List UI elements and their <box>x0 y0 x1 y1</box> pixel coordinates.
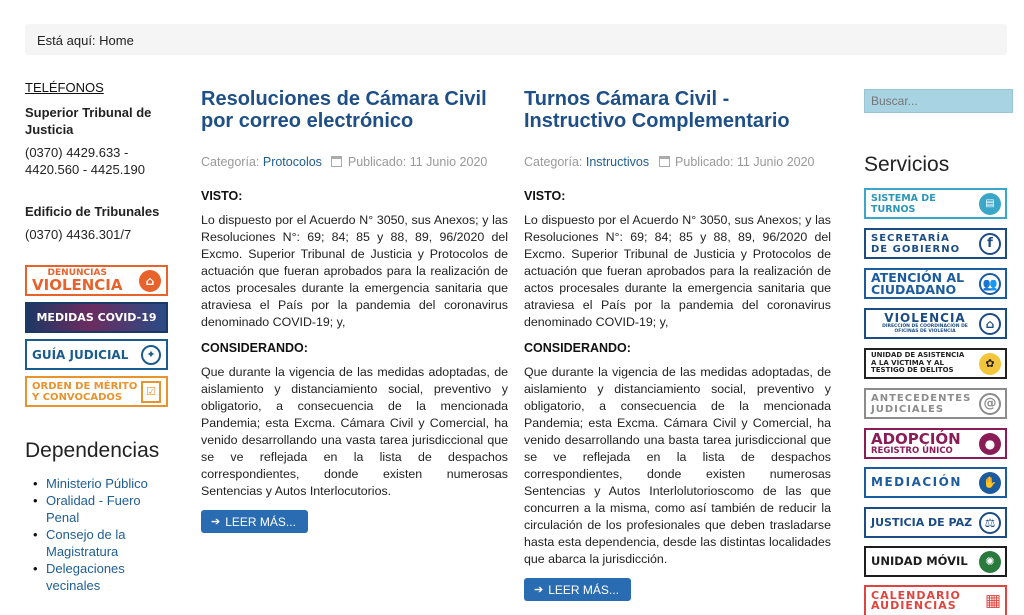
person-icon: ● <box>979 433 1001 455</box>
facebook-icon: f <box>979 233 1001 255</box>
violencia-banner[interactable] <box>864 308 1007 339</box>
category-link[interactable]: Protocolos <box>262 155 322 169</box>
dep-link-consejo[interactable]: • Consejo de la Magistratura <box>33 526 175 560</box>
dependencias-list <box>25 475 175 594</box>
article-paragraph-considerando: Que durante la vigencia de las medidas adoptadas, de aislamiento y distanciamiento social, preventivo y obligatorio, a consecuencia de la mencionada Pandemia; esta Excma. Cámara Civil y Comercial, ha venido desarrollando una basta tarea jurisdiccional que se ve reflejada en la lista de despachos correspondientes, donde existen numerosas Sentencias y Autos Interlolutorioscomo de las que concurren a la misma, como así también de reducir la circulación de los profesionales que deben trasladarse hasta esta dependencia, desde las distintas localidades que abarca la jurisdicción. <box>524 365 831 566</box>
published-date: Publicado: 11 Junio 2020 <box>675 155 815 169</box>
phones-heading: TELÉFONOS <box>25 80 104 95</box>
article-title[interactable]: Turnos Cámara Civil - Instructivo Complementario <box>524 88 790 132</box>
calendar-icon: ▦ <box>984 591 1001 611</box>
secretaria-label: SECRETARÍA <box>871 232 950 244</box>
victima-line3: TESTIGO DE DELITOS <box>871 366 954 375</box>
org2-phone: (0370) 4436.301/7 <box>25 227 132 242</box>
dependencias-heading: Dependencias <box>25 439 160 462</box>
violencia-sub: DIRECCIÓN DE COORDINACIÓN DE OFICINAS DE VIOLENCIA <box>882 324 968 334</box>
registro-label: REGISTRO ÚNICO <box>871 445 953 456</box>
asistencia-victima-banner[interactable] <box>864 348 1007 379</box>
category-label: Categoría: <box>201 155 260 169</box>
movil-label: UNIDAD MÓVIL <box>871 554 968 568</box>
checklist-icon: ☑ <box>141 381 161 403</box>
paz-label: JUSTICIA DE PAZ <box>871 516 973 529</box>
visto-heading: VISTO: <box>524 189 566 203</box>
mediacion-label: MEDIACIÓN <box>871 475 962 489</box>
considerando-heading: CONSIDERANDO: <box>524 341 631 355</box>
left-sidebar <box>25 80 175 594</box>
at-icon: @ <box>979 393 1001 415</box>
read-more-label: LEER MÁS... <box>225 514 296 529</box>
guia-judicial-banner[interactable] <box>25 339 168 370</box>
antecedentes-judiciales-banner[interactable] <box>864 388 1007 419</box>
unidad-movil-banner[interactable] <box>864 546 1007 577</box>
article-resoluciones <box>201 88 508 533</box>
article-meta <box>201 155 508 169</box>
breadcrumb <box>25 24 1007 55</box>
orden-label: ORDEN DE MÉRITO <box>32 380 138 392</box>
secretaria-gobierno-banner[interactable] <box>864 228 1007 259</box>
gobierno-label: DE GOBIERNO <box>871 243 961 255</box>
seal-icon: ✦ <box>141 345 161 365</box>
article-paragraph-visto: Lo dispuesto por el Acuerdo N° 3050, sus Anexos; y las Resoluciones N°: 69; 84; 85 y 88, 89, 96/2020 del Excmo. Superior Tribunal de Justicia y Protocolos de actuación que fueran aprobados para la realización de actos procesales durante la emergencia sanitaria que atraviesa el País por la pandemia del coronavirus denominado COVID-19; y, <box>201 213 508 329</box>
article-paragraph-considerando: Que durante la vigencia de las medidas adoptadas, de aislamiento y distanciamiento social, preventivo y obligatorio, a consecuencia de la mencionada Pandemia; esta Excma. Cámara Civil y Comercial, ha venido desarrollando una vasta tarea jurisdiccional que se ve reflejada en la lista de despachos correspondientes, donde existen numerosas Sentencias y Autos Interlocutorios. <box>201 365 508 498</box>
house-icon: ⌂ <box>979 313 1001 335</box>
calendar-icon <box>331 156 342 167</box>
read-more-button[interactable] <box>524 578 631 601</box>
handshake-icon: ✋ <box>979 472 1001 494</box>
orden-merito-banner[interactable] <box>25 376 168 407</box>
atencion-label: ATENCIÓN AL <box>871 269 965 285</box>
convocados-label: Y CONVOCADOS <box>32 391 123 403</box>
screen-icon: ▤ <box>979 193 1001 215</box>
org1-phone-line1: (0370) 4429.633 - <box>25 145 129 160</box>
house-icon: ⌂ <box>139 270 161 292</box>
support-icon: ✿ <box>979 353 1001 375</box>
ciudadano-label: CIUDADANO <box>871 281 957 297</box>
calendario-label: CALENDARIO <box>871 589 961 602</box>
mediacion-banner[interactable] <box>864 467 1007 498</box>
arrow-right-icon: ➔ <box>211 516 221 528</box>
atencion-ciudadano-banner[interactable] <box>864 268 1007 299</box>
denuncias-label: DENUNCIAS <box>47 267 107 278</box>
audiencias-label: AUDIENCIAS <box>871 599 957 612</box>
scales-icon: ⚖ <box>979 512 1001 534</box>
guia-label: GUÍA JUDICIAL <box>32 347 129 362</box>
dep-link-ministerio[interactable]: • Ministerio Público <box>33 475 175 492</box>
category-link[interactable]: Instructivos <box>585 155 650 169</box>
breadcrumb-home-link[interactable]: Home <box>99 33 134 48</box>
antecedentes-label: ANTECEDENTES <box>871 392 972 404</box>
arrow-right-icon: ➔ <box>534 584 544 596</box>
visto-heading: VISTO: <box>201 189 243 203</box>
servicios-heading: Servicios <box>864 153 950 176</box>
org-superior-tribunal: Superior Tribunal de Justicia <box>25 105 152 137</box>
calendario-audiencias-banner[interactable] <box>864 585 1007 615</box>
judiciales-label: JUDICIALES <box>871 403 945 415</box>
adopcion-banner[interactable] <box>864 428 1007 459</box>
emblem-icon: ✺ <box>979 551 1001 573</box>
considerando-heading: CONSIDERANDO: <box>201 341 308 355</box>
violencia-label: VIOLENCIA <box>32 275 123 294</box>
calendar-icon <box>659 156 670 167</box>
medidas-covid-banner[interactable] <box>25 302 168 333</box>
breadcrumb-label: Está aquí: <box>37 33 96 48</box>
people-icon: 👥 <box>979 273 1001 295</box>
denuncias-violencia-banner[interactable] <box>25 265 168 296</box>
dep-link-delegaciones[interactable]: • Delegaciones vecinales <box>33 560 175 594</box>
search-input[interactable] <box>864 89 1013 113</box>
justicia-paz-banner[interactable] <box>864 507 1007 538</box>
sistema-turnos-banner[interactable] <box>864 188 1007 219</box>
article-meta <box>524 155 831 169</box>
category-label: Categoría: <box>524 155 583 169</box>
adopcion-label: ADOPCIÓN <box>871 429 961 448</box>
article-paragraph-visto: Lo dispuesto por el Acuerdo N° 3050, sus Anexos; y las Resoluciones N°: 69; 84; 85 y 88, 89, 96/2020 del Excmo. Superior Tribunal de Justicia y Protocolos de actuación que fueran aprobados para la realización de actos procesales durante la emergencia sanitaria que atraviesa el País por la pandemia del coronavirus denominado COVID-19; y, <box>524 213 831 329</box>
article-turnos <box>524 88 831 601</box>
dep-link-oralidad[interactable]: • Oralidad - Fuero Penal <box>33 492 175 526</box>
victima-line2: A LA VÍCTIMA Y AL <box>871 358 944 367</box>
org-edificio-tribunales: Edificio de Tribunales <box>25 204 160 219</box>
org1-phone-line2: 4420.560 - 4425.190 <box>25 162 145 177</box>
read-more-button[interactable] <box>201 510 308 533</box>
read-more-label: LEER MÁS... <box>548 582 619 597</box>
article-title[interactable]: Resoluciones de Cámara Civil por correo electrónico <box>201 88 487 132</box>
published-date: Publicado: 11 Junio 2020 <box>347 155 488 169</box>
turnos-label: SISTEMA DE TURNOS <box>871 192 936 215</box>
violencia-label: VIOLENCIA <box>884 311 966 325</box>
covid-label: MEDIDAS COVID-19 <box>36 311 157 324</box>
victima-line1: UNIDAD DE ASISTENCIA <box>871 351 965 360</box>
